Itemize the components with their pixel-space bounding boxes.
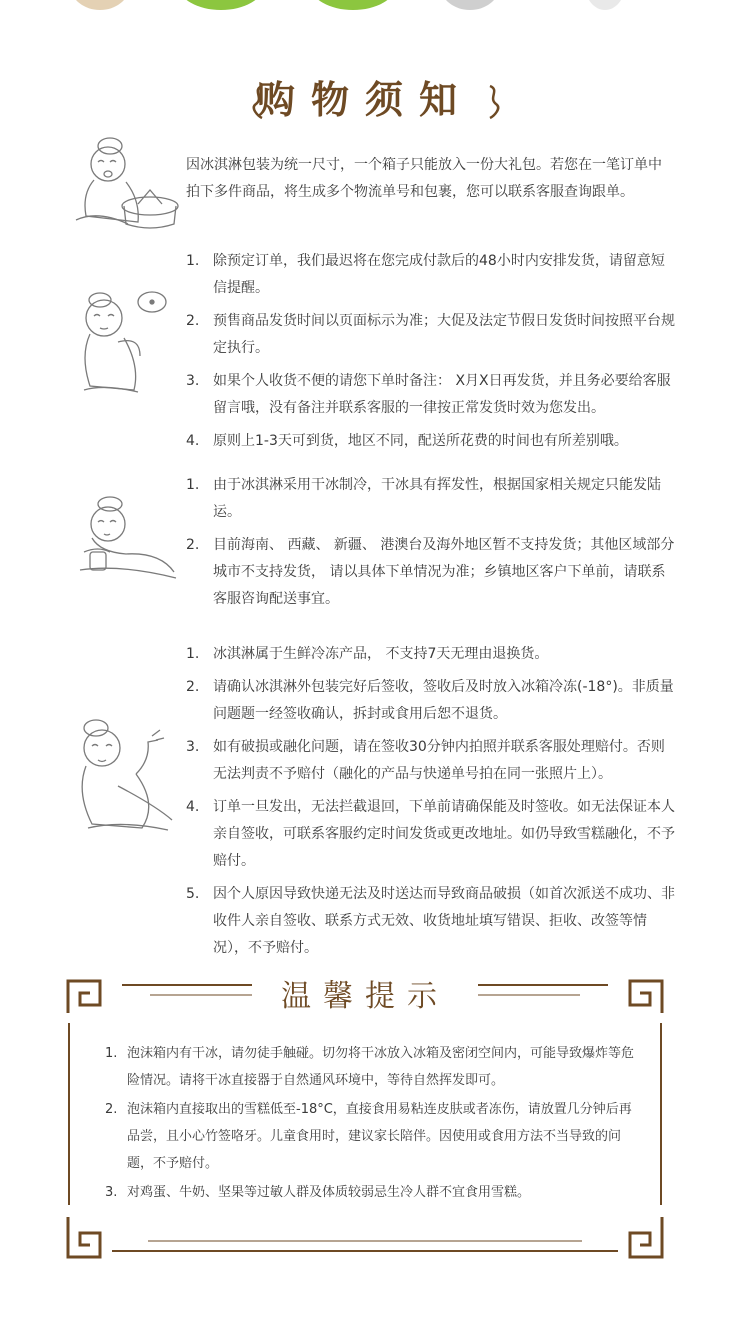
top-circle-5 xyxy=(585,0,625,10)
page-title-wrap xyxy=(0,70,730,130)
top-circle-1 xyxy=(70,0,130,10)
list-item: 4. 原则上1-3天可到货，地区不同，配送所花费的时间也有所差别哦。 xyxy=(186,433,628,449)
list-item: 1. 冰淇淋属于生鲜冷冻产品， 不支持7天无理由退换货。 xyxy=(186,646,549,662)
top-circle-3 xyxy=(310,0,396,10)
list-item: 5. 因个人原因导致快递无法及时送达而导致商品破损（如首次派送不成功、非收件人亲自签收、联系方式无效、收货地址填写错误、拒收、改签等情况），不予赔付。 xyxy=(186,886,675,956)
figure-gesturing-icon xyxy=(72,716,184,834)
page-title: 购物须知 xyxy=(256,77,473,122)
tips-list xyxy=(105,1040,635,1208)
list-item: 3. 如有破损或融化问题，请在签收30分钟内拍照并联系客服处理赔付。否则无法判责不予赔付（融化的产品与快递单号拍在同一张照片上）。 xyxy=(186,739,665,782)
list-item: 3. 如果个人收货不便的请您下单时备注： X月X日再发货，并且务必要给客服留言哦，没有备注并联系客服的一律按正常发货时效为您发出。 xyxy=(186,373,671,416)
returns-list xyxy=(186,641,676,968)
list-item: 4. 订单一旦发出，无法拦截退回，下单前请确保能及时签收。如无法保证本人亲自签收，可联系客服约定时间发货或更改地址。如仍导致雪糕融化，不予赔付。 xyxy=(186,799,675,869)
list-item: 2. 请确认冰淇淋外包装完好后签收，签收后及时放入冰箱冷冻(-18°)。非质量问题题一经签收确认，拆封或食用后恕不退货。 xyxy=(186,679,674,722)
title-swirl-right-icon xyxy=(484,84,504,120)
regions-list xyxy=(186,472,676,619)
figure-lying-icon xyxy=(70,494,180,584)
list-item: 3. 对鸡蛋、牛奶、坚果等过敏人群及体质较弱忌生冷人群不宜食用雪糕。 xyxy=(105,1185,531,1200)
list-item: 1. 泡沫箱内有干冰，请勿徒手触碰。切勿将干冰放入冰箱及密闭空间内，可能导致爆炸等危险情况。请将干冰直接器于自然通风环境中，等待自然挥发即可。 xyxy=(105,1046,635,1088)
figure-thinking-icon xyxy=(74,286,174,396)
list-item: 1. 除预定订单，我们最迟将在您完成付款后的48小时内安排发货，请留意短信提醒。 xyxy=(186,253,665,296)
top-circle-4 xyxy=(440,0,500,10)
list-item: 2. 预售商品发货时间以页面标示为准；大促及法定节假日发货时间按照平台规定执行。 xyxy=(186,313,675,356)
list-item: 2. 目前海南、 西藏、 新疆、 港澳台及海外地区暂不支持发货；其他区域部分城市不支持发货， 请以具体下单情况为准；乡镇地区客户下单前，请联系客服咨询配送事宜。 xyxy=(186,537,675,607)
intro-text: 因冰淇淋包装为统一尺寸，一个箱子只能放入一份大礼包。若您在一笔订单中拍下多件商品，将生成多个物流单号和包裹，您可以联系客服查询跟单。 xyxy=(186,157,662,200)
top-circle-2 xyxy=(178,0,264,10)
list-item: 2. 泡沫箱内直接取出的雪糕低至-18°C，直接食用易粘连皮肤或者冻伤，请放置几分钟后再品尝，且小心竹签咯牙。儿童食用时，建议家长陪伴。因使用或食用方法不当导致的问题，不予赔付。 xyxy=(105,1102,632,1171)
figure-eating-icon xyxy=(68,124,182,234)
tips-title: 温馨提示 xyxy=(281,979,449,1014)
list-item: 1. 由于冰淇淋采用干冰制冷，干冰具有挥发性，根据国家相关规定只能发陆运。 xyxy=(186,477,661,520)
shipping-list xyxy=(186,248,676,461)
